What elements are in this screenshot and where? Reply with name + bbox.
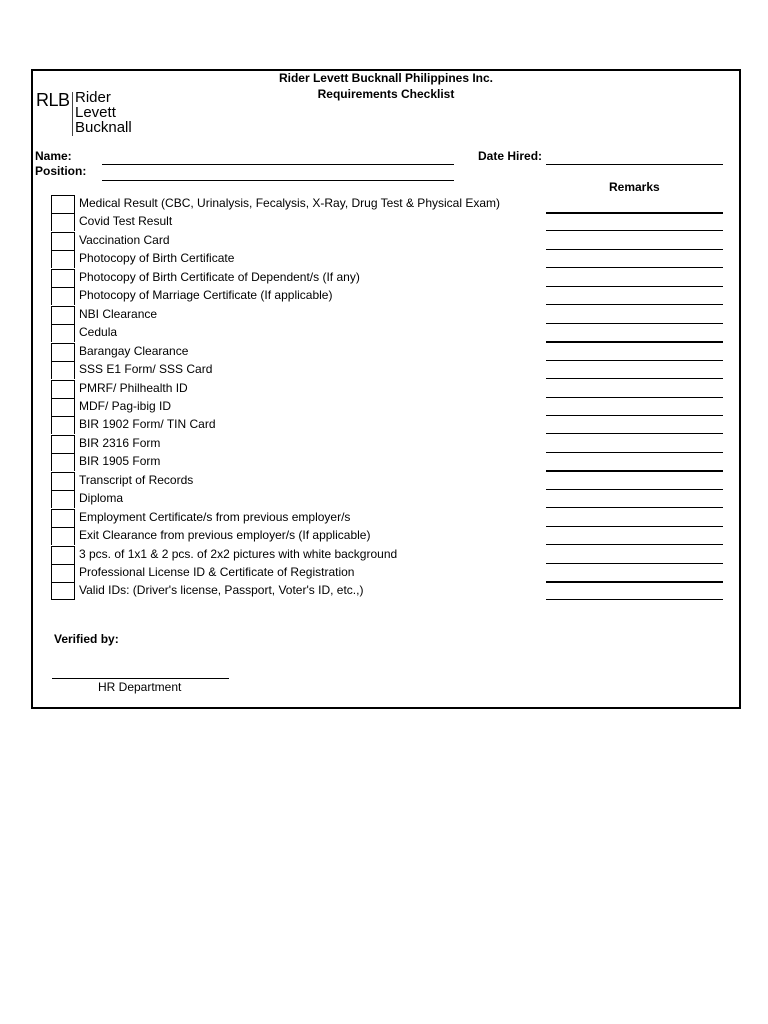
remarks-line[interactable] [546,526,723,527]
document-title: Requirements Checklist [317,87,455,101]
logo-word: Levett [75,104,116,121]
checkbox[interactable] [51,564,75,582]
checklist-item-label: Vaccination Card [79,233,170,247]
checklist-item-label: Exit Clearance from previous employer/s (If applicable) [79,528,371,542]
checklist-item-label: MDF/ Pag-ibig ID [79,399,172,413]
checklist-row [51,398,551,416]
logo-separator [72,92,73,136]
remarks-line[interactable] [546,230,723,231]
checklist-row [51,490,551,508]
remarks-line[interactable] [546,267,723,268]
checklist-item-label: Barangay Clearance [79,344,189,358]
checkbox[interactable] [51,546,75,564]
remarks-line[interactable] [546,599,723,600]
checklist-row [51,453,551,471]
hr-department-label: HR Department [98,680,182,694]
logo-word: Rider [75,89,111,106]
remarks-line[interactable] [546,397,723,398]
checklist-item-label: NBI Clearance [79,307,158,321]
checklist-item-label: Cedula [79,325,118,339]
checklist-row [51,435,551,453]
checklist-row [51,546,551,564]
checklist-row [51,232,551,250]
checkbox[interactable] [51,195,75,213]
checkbox[interactable] [51,582,75,600]
checklist-item-label: PMRF/ Philhealth ID [79,381,188,395]
remarks-line[interactable] [546,470,723,472]
checklist-item-label: BIR 1902 Form/ TIN Card [79,417,216,431]
name-label: Name: [35,149,72,163]
checkbox[interactable] [51,324,75,342]
checkbox[interactable] [51,232,75,250]
logo-wordmark [75,90,132,135]
checklist-item-label: Photocopy of Birth Certificate [79,251,235,265]
remarks-line[interactable] [546,452,723,453]
requirements-checklist-form [31,69,741,709]
checkbox[interactable] [51,527,75,545]
checklist-item-label: SSS E1 Form/ SSS Card [79,362,213,376]
checklist-row [51,527,551,545]
remarks-line[interactable] [546,304,723,305]
checklist-row [51,287,551,305]
remarks-line[interactable] [546,433,723,434]
checklist-row [51,380,551,398]
checklist-row [51,582,551,600]
remarks-line[interactable] [546,360,723,361]
checklist-row [51,416,551,434]
checklist-row [51,195,551,213]
checkbox[interactable] [51,416,75,434]
checklist-item-label: Transcript of Records [79,473,194,487]
checklist-row [51,361,551,379]
remarks-line[interactable] [546,415,723,416]
remarks-line[interactable] [546,563,723,564]
remarks-line[interactable] [546,581,723,583]
checklist-row [51,343,551,361]
checkbox[interactable] [51,361,75,379]
checklist-row [51,509,551,527]
checklist-row [51,306,551,324]
checklist-item-label: Covid Test Result [79,214,173,228]
name-field[interactable] [102,164,454,165]
remarks-line[interactable] [546,323,723,324]
verified-by-label: Verified by: [54,632,119,646]
checkbox[interactable] [51,250,75,268]
checkbox[interactable] [51,380,75,398]
checkbox[interactable] [51,213,75,231]
checkbox[interactable] [51,287,75,305]
checklist-item-label: Photocopy of Birth Certificate of Dependent/s (If any) [79,270,360,284]
checklist-item-label: Valid IDs: (Driver's license, Passport, Voter's ID, etc.,) [79,583,364,597]
remarks-line[interactable] [546,341,723,343]
checklist-row [51,269,551,287]
logo-word: Bucknall [75,119,132,136]
checklist-item-label: Photocopy of Marriage Certificate (If applicable) [79,288,333,302]
checkbox[interactable] [51,306,75,324]
checklist-item-label: Diploma [79,491,124,505]
checklist-row [51,324,551,342]
logo-mark: RLB [36,90,70,110]
checklist-row [51,564,551,582]
signature-line[interactable] [52,678,229,679]
remarks-header: Remarks [609,180,660,194]
checklist-row [51,213,551,231]
date-hired-label: Date Hired: [478,149,543,163]
remarks-line[interactable] [546,507,723,508]
checkbox[interactable] [51,453,75,471]
remarks-line[interactable] [546,544,723,545]
remarks-line[interactable] [546,212,723,214]
checklist-row [51,250,551,268]
date-hired-field[interactable] [546,164,723,165]
checklist-item-label: Employment Certificate/s from previous employer/s [79,510,351,524]
checkbox[interactable] [51,435,75,453]
remarks-line[interactable] [546,286,723,287]
remarks-line[interactable] [546,378,723,379]
company-name: Rider Levett Bucknall Philippines Inc. [278,71,494,85]
checklist-item-label: BIR 2316 Form [79,436,161,450]
checkbox[interactable] [51,269,75,287]
checklist-item-label: BIR 1905 Form [79,454,161,468]
position-label: Position: [35,164,87,178]
remarks-line[interactable] [546,489,723,490]
remarks-line[interactable] [546,249,723,250]
rlb-logo [36,90,136,138]
checkbox[interactable] [51,398,75,416]
checkbox[interactable] [51,490,75,508]
checkbox[interactable] [51,509,75,527]
checkbox[interactable] [51,472,75,490]
checklist-row [51,472,551,490]
position-field[interactable] [102,180,454,181]
checklist-item-label: Professional License ID & Certificate of Registration [79,565,355,579]
checklist-item-label: 3 pcs. of 1x1 & 2 pcs. of 2x2 pictures with white background [79,547,398,561]
checklist-item-label: Medical Result (CBC, Urinalysis, Fecalysis, X-Ray, Drug Test & Physical Exam) [79,196,500,210]
checkbox[interactable] [51,343,75,361]
